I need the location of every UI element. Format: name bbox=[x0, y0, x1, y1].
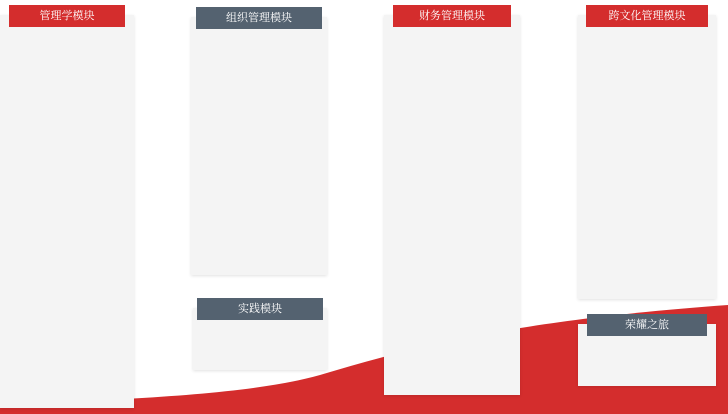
finance-module-header: 财务管理模块 bbox=[393, 5, 511, 27]
cross-culture-module-card bbox=[578, 15, 716, 299]
practice-module-header: 实践模块 bbox=[197, 298, 323, 320]
organization-module-header: 组织管理模块 bbox=[196, 7, 322, 29]
cross-culture-module-header: 跨文化管理模块 bbox=[586, 5, 708, 27]
management-module-card bbox=[0, 15, 134, 408]
management-module-header: 管理学模块 bbox=[9, 5, 125, 27]
finance-module-card bbox=[384, 15, 520, 395]
honor-journey-header: 荣耀之旅 bbox=[587, 314, 707, 336]
organization-module-card bbox=[191, 17, 327, 275]
